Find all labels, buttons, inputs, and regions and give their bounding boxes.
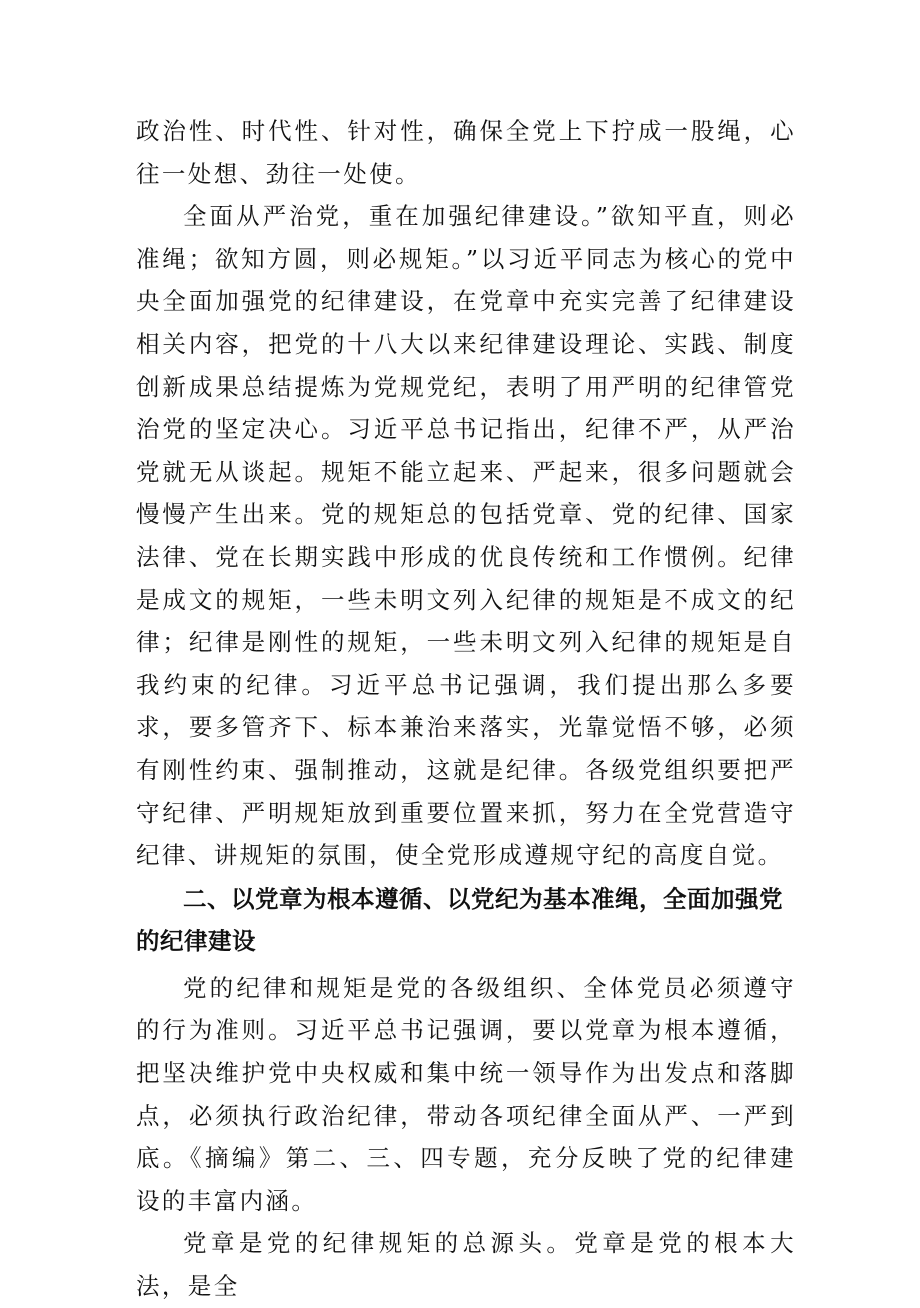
paragraph-continuation: 政治性、时代性、针对性，确保全党上下拧成一股绳，心往一处想、劲往一处使。 [136,117,796,188]
paragraph-party-constitution: 党章是党的纪律规矩的总源头。党章是党的根本大法，是全 [136,1229,796,1301]
section-heading: 二、以党章为根本遵循、以党纪为基本准绳，全面加强党的纪律建设 [136,884,783,956]
paragraph-party-rules: 党的纪律和规矩是党的各级组织、全体党员必须遵守的行为准则。习近平总书记强调，要以党章为根本遵循，把坚决维护党中央权威和集中统一领导作为出发点和落脚点，必须执行政治纪律，带动各项纪律全面从严、一严到底。《摘编》第二、三、四专题，充分反映了党的纪律建设的丰富内涵。 [136,973,796,1215]
document-body [136,110,796,1308]
paragraph-discipline-construction: 全面从严治党，重在加强纪律建设。”欲知平直，则必准绳；欲知方圆，则必规矩。”以习近平同志为核心的党中央全面加强党的纪律建设，在党章中充实完善了纪律建设相关内容，把党的十八大以来纪律建设理论、实践、制度创新成果总结提炼为党规党纪，表明了用严明的纪律管党治党的坚定决心。习近平总书记指出，纪律不严，从严治党就无从谈起。规矩不能立起来、严起来，很多问题就会慢慢产生出来。党的规矩总的包括党章、党的纪律、国家法律、党在长期实践中形成的优良传统和工作惯例。纪律是成文的规矩，一些未明文列入纪律的规矩是不成文的纪律；纪律是刚性的规矩，一些未明文列入纪律的规矩是自我约束的纪律。习近平总书记强调，我们提出那么多要求，要多管齐下、标本兼治来落实，光靠觉悟不够，必须有刚性约束、强制推动，这就是纪律。各级党组织要把严守纪律、严明规矩放到重要位置来抓，努力在全党营造守纪律、讲规矩的氛围，使全党形成遵规守纪的高度自觉。 [136,202,796,870]
